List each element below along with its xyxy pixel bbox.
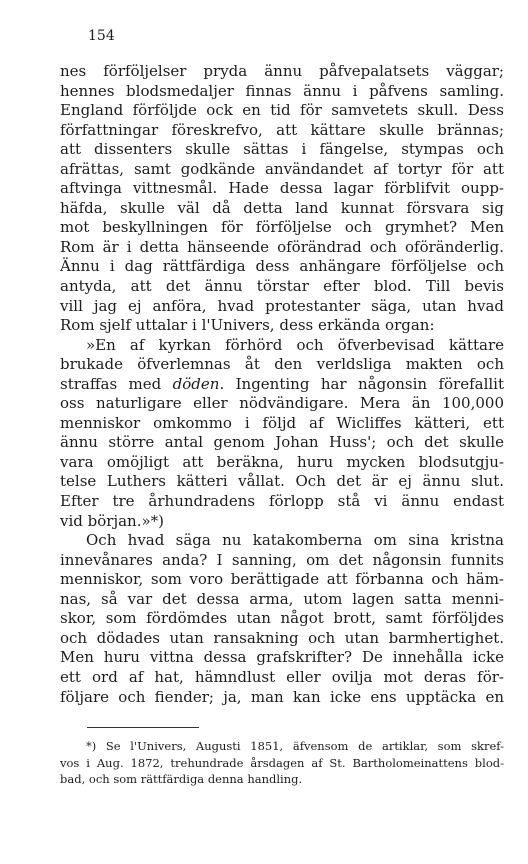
text-line: hennes blodsmedaljer finnas ännu i påfvens samling. [60,81,504,100]
text-line: Rom sjelf uttalar i l'Univers, dess erkända organ: [60,316,435,335]
footnotes [60,738,504,788]
footnote-line: *) Se l'Univers, Augusti 1851, äfvensom de artiklar, som skref- [86,739,504,753]
text-line: och dödades utan ransakning och utan barmhertighet. [60,628,504,647]
text-line: afrättas, samt godkände användandet af tortyr för att [60,159,504,178]
quote-line: Efter tre århundradens förlopp stå vi ännu endast [60,492,504,511]
text-line: författningar föreskrefvo, att kättare skulle brännas; [60,120,504,139]
quote-line: telse Luthers kätteri vållat. Och det är ej ännu slut. [60,472,504,491]
quote-line: vara omöjligt att beräkna, huru mycken blodsutgju- [60,452,504,471]
text-line: nes förföljelser pryda ännu påfvepalatsets väggar; [60,62,504,80]
quote-line: brukade öfverlemnas åt den verldsliga makten och [60,355,504,374]
text-line: Men huru vittna dessa grafskrifter? De innehålla icke [60,648,504,667]
footnote-line: bad, och som rättfärdiga denna handling. [60,772,303,786]
text-line: följare och fiender; ja, man kan icke ens upptäcka en [60,687,504,706]
page-number: 154 [88,28,115,44]
text-line: Rom är i detta hänseende oförändrad och oföränderlig. [60,237,504,256]
text-line: att dissenters skulle sättas i fängelse, stympas och [60,140,504,159]
quote-fragment: straffas med [60,374,173,393]
quote-line [60,375,504,395]
quote-fragment: . Ingenting har någonsin förefallit [219,374,505,393]
footnote-divider [87,727,199,728]
text-line: Ännu i dag rättfärdiga dess anhängare förföljelse och [60,257,504,276]
text-line: menniskor, som voro berättigade att förbanna och häm- [60,570,504,589]
text-line: häfda, skulle väl då detta land kunnat försvara sig [60,198,504,217]
quote-line: »En af kyrkan förhörd och öfverbevisad kättare [86,335,504,354]
text-line: innevånares anda? I sanning, om det någonsin funnits [60,550,504,569]
quote-line: menniskor omkommo i följd af Wicliffes kätteri, ett [60,413,504,432]
text-line: skor, som fördömdes utan något brott, samt förföljdes [60,609,504,628]
quote-line: oss naturligare eller nödvändigare. Mera än 100,000 [60,394,504,413]
quote-line: ännu större antal genom Johan Huss'; och det skulle [60,433,504,452]
quote-line: vid början.»*) [60,511,164,530]
text-line: vill jag ej anföra, hvad protestanter säga, utan hvad [60,296,504,315]
text-line: England förföljde ock en tid för samvetets skull. Dess [60,101,504,120]
emphasized-word: döden [172,374,220,393]
text-line: ett ord af hat, hämndlust eller ovilja mot deras för- [60,667,504,686]
text-line: nas, så var det dessa arma, utom lagen satta menni- [60,589,504,608]
body-text [60,62,504,707]
text-line: mot beskyllningen för förföljelse och grymhet? Men [60,218,504,237]
text-line: Och hvad säga nu katakomberna om sina kristna [86,531,504,550]
text-line: antyda, att det ännu törstar efter blod. Till bevis [60,277,504,296]
footnote-line: vos i Aug. 1872, trehundrade årsdagen af St. Bartholomeinattens blod- [60,755,504,770]
text-line: aftvinga vittnesmål. Hade dessa lagar förblifvit oupp- [60,179,504,198]
